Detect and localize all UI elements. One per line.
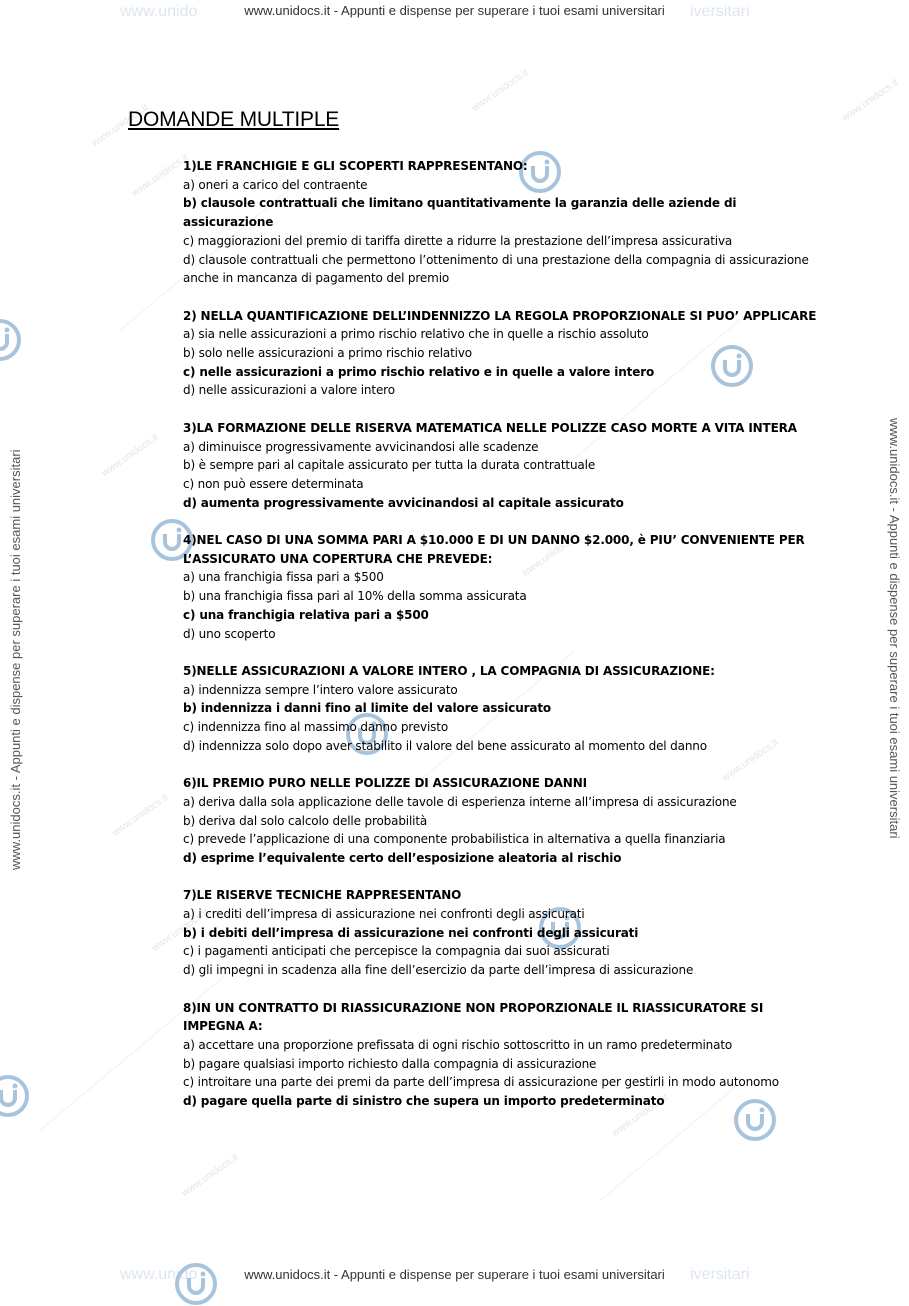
answer-option: c) prevede l’applicazione di una componente probabilistica in alternativa a quella finanziaria — [183, 832, 726, 847]
correct-answer-option: d) pagare quella parte di sinistro che supera un importo predeterminato — [183, 1094, 665, 1109]
question-block — [183, 531, 823, 643]
correct-answer-option: b) clausole contrattuali che limitano quantitativamente la garanzia delle aziende di assicurazione — [183, 196, 737, 230]
question-text: 6)IL PREMIO PURO NELLE POLIZZE DI ASSICURAZIONE DANNI — [183, 776, 587, 791]
question-text: 3)LA FORMAZIONE DELLE RISERVA MATEMATICA NELLE POLIZZE CASO MORTE A VITA INTERA — [183, 420, 797, 435]
question-block — [183, 999, 823, 1111]
answer-option: b) una franchigia fissa pari al 10% della somma assicurata — [183, 589, 527, 604]
diagonal-watermark: www.unidocs.it — [110, 792, 171, 840]
left-side-watermark: www.unidocs.it - Appunti e dispense per superare i tuoi esami universitari — [8, 449, 23, 870]
diagonal-watermark: www.unidocs.it — [130, 152, 191, 200]
diagonal-watermark: www.unidocs.it — [840, 77, 901, 125]
diagonal-watermark: www.unidocs.it — [610, 1092, 671, 1140]
diagonal-watermark: www.unidocs.it — [520, 532, 581, 580]
answer-option: b) è sempre pari al capitale assicurato per tutta la durata contrattuale — [183, 458, 596, 473]
question-text: 4)NEL CASO DI UNA SOMMA PARI A $10.000 E DI UN DANNO $2.000, è PIU’ CONVENIENTE PER L’ASSICURATO UNA COPERTURA CHE PREVEDE: — [183, 533, 805, 566]
correct-answer-option: b) indennizza i danni fino al limite del valore assicurato — [183, 701, 551, 716]
diagonal-watermark: www.unidocs.it — [90, 102, 151, 150]
diagonal-watermark: www.unidocs.it — [150, 907, 211, 955]
header-watermark: www.unidocs.it - Appunti e dispense per superare i tuoi esami universitari — [244, 3, 665, 18]
answer-option: c) introitare una parte dei premi da parte dell’impresa di assicurazione per gestirli in modo autonomo — [183, 1075, 779, 1090]
answer-option: b) solo nelle assicurazioni a primo rischio relativo — [183, 346, 472, 361]
question-block — [183, 774, 823, 868]
question-text: 5)NELLE ASSICURAZIONI A VALORE INTERO , LA COMPAGNIA DI ASSICURAZIONE: — [183, 663, 715, 678]
answer-option: c) non può essere determinata — [183, 476, 364, 491]
answer-option: d) gli impegni in scadenza alla fine dell’esercizio da parte dell’impresa di assicurazione — [183, 963, 694, 978]
question-text: 7)LE RISERVE TECNICHE RAPPRESENTANO — [183, 888, 462, 903]
answer-option: c) indennizza fino al massimo danno previsto — [183, 720, 449, 735]
answer-option: a) indennizza sempre l’intero valore assicurato — [183, 682, 458, 697]
answer-option: d) clausole contrattuali che permettono l’ottenimento di una prestazione della compagnia di assicurazione anche in mancanza di pagamento del premio — [183, 252, 809, 286]
diagonal-watermark: www.unidocs.it — [100, 432, 161, 480]
diagonal-watermark: www.unidocs.it — [720, 737, 781, 785]
questions-list — [183, 157, 823, 1129]
answer-option: d) indennizza solo dopo aver stabilito il valore del bene assicurato al momento del danno — [183, 738, 707, 753]
correct-answer-option: c) nelle assicurazioni a primo rischio relativo e in quelle a valore intero — [183, 364, 655, 379]
question-block — [183, 307, 823, 401]
answer-option: a) sia nelle assicurazioni a primo rischio relativo che in quelle a rischio assoluto — [183, 327, 649, 342]
answer-option: a) deriva dalla sola applicazione delle tavole di esperienza interne all’impresa di assicurazione — [183, 794, 737, 809]
answer-option: a) una franchigia fissa pari a $500 — [183, 570, 384, 585]
answer-option: c) maggiorazioni del premio di tariffa dirette a ridurre la prestazione dell’impresa assicurativa — [183, 233, 733, 248]
question-text: 8)IN UN CONTRATTO DI RIASSICURAZIONE NON PROPORZIONALE IL RIASSICURATORE SI IMPEGNA A: — [183, 1000, 764, 1034]
ghost-watermark-footer-right: iversitari — [690, 1266, 750, 1283]
question-block — [183, 886, 823, 980]
answer-option: a) accettare una proporzione prefissata di ogni rischio sottoscritto in un ramo predeterminato — [183, 1037, 733, 1052]
ghost-watermark-header-right: iversitari — [690, 3, 750, 20]
correct-answer-option: d) esprime l’equivalente certo dell’esposizione aleatoria al rischio — [183, 850, 622, 865]
unidocs-logo-icon — [0, 1074, 30, 1118]
answer-option: a) oneri a carico del contraente — [183, 177, 368, 192]
ghost-watermark-footer-left: www.unido — [120, 1266, 198, 1283]
diagonal-watermark: www.unidocs.it — [180, 1152, 241, 1200]
correct-answer-option: d) aumenta progressivamente avvicinandosi al capitale assicurato — [183, 495, 624, 510]
answer-option: d) uno scoperto — [183, 626, 276, 641]
answer-option: b) deriva dal solo calcolo delle probabilità — [183, 813, 428, 828]
diagonal-watermark: www.unidocs.it — [470, 67, 531, 115]
question-text: 2) NELLA QUANTIFICAZIONE DELL’INDENNIZZO LA REGOLA PROPORZIONALE SI PUO’ APPLICARE — [183, 308, 817, 323]
ghost-watermark-header-left: www.unido — [120, 3, 198, 20]
question-block — [183, 662, 823, 756]
unidocs-logo-icon — [0, 318, 22, 362]
footer-watermark: www.unidocs.it - Appunti e dispense per superare i tuoi esami universitari — [244, 1267, 665, 1282]
document-title: DOMANDE MULTIPLE — [128, 108, 340, 131]
question-text: 1)LE FRANCHIGIE E GLI SCOPERTI RAPPRESENTANO: — [183, 159, 528, 173]
answer-option: a) diminuisce progressivamente avvicinandosi alle scadenze — [183, 439, 539, 454]
answer-option: b) pagare qualsiasi importo richiesto dalla compagnia di assicurazione — [183, 1056, 597, 1071]
correct-answer-option: b) i debiti dell’impresa di assicurazione nei confronti degli assicurati — [183, 925, 639, 940]
answer-option: a) i crediti dell’impresa di assicurazione nei confronti degli assicurati — [183, 907, 585, 922]
correct-answer-option: c) una franchigia relativa pari a $500 — [183, 607, 429, 622]
answer-option: d) nelle assicurazioni a valore intero — [183, 383, 395, 398]
question-block — [183, 157, 823, 288]
right-side-watermark: www.unidocs.it - Appunti e dispense per superare i tuoi esami universitari — [887, 418, 902, 839]
answer-option: c) i pagamenti anticipati che percepisce la compagnia dai suoi assicurati — [183, 944, 610, 959]
question-block — [183, 419, 823, 513]
